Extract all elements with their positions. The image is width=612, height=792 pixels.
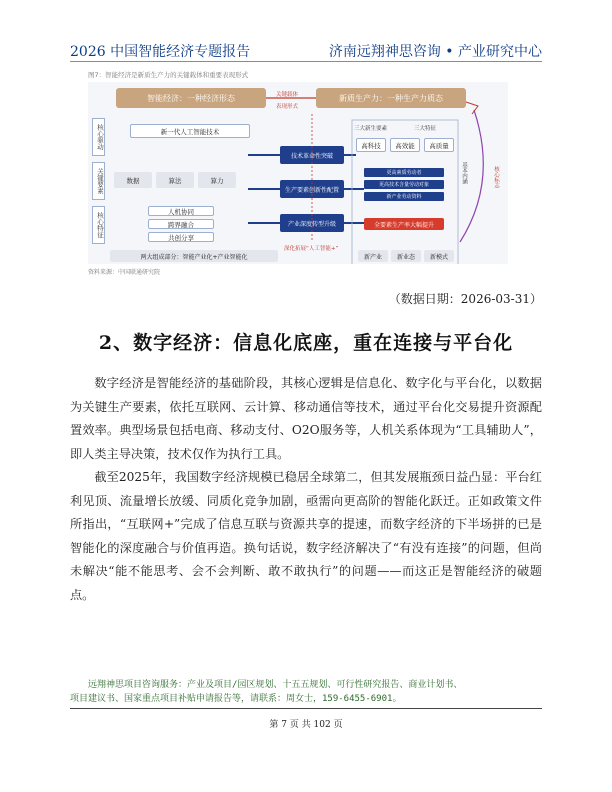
data-date: （数据日期：2026-03-31） [388, 292, 542, 306]
diagram-bullet-workers: 更高素质劳动者 [364, 168, 444, 177]
diagram-ai-tech: 新一代人工智能技术 [130, 124, 250, 138]
diagram-human-machine: 人机协同 [148, 206, 214, 216]
footer-advert-line-1: 远翔神思项目咨询服务：产业及项目/园区规划、十五五规划、可行性研究报告、商业计划书、 [88, 680, 463, 690]
diagram-factor-allocation: 生产要素创新性配置 [280, 180, 344, 198]
diagram-new-industry: 新产业 [358, 250, 388, 262]
footer-advert-line-2: 项目建议书、国家重点项目补贴申请报告等，请联系：周女士，159-6455-6901。 [70, 694, 402, 704]
header-org-name: 济南远翔神思咨询 • 产业研究中心 [328, 44, 542, 60]
diagram-side-label-drive: 核心驱动 [92, 118, 105, 156]
section-heading: 2、数字经济：信息化底座，重在连接与平台化 [98, 332, 514, 354]
diagram-link-label-2: 表现形式 [276, 104, 299, 110]
diagram-link-label-1: 关键载体 [276, 92, 299, 98]
diagram-right-head-1: 三大新生要素 [354, 126, 388, 132]
diagram-new-model: 新模式 [424, 250, 454, 262]
diagram-basic-meaning: 基本内涵 [461, 162, 467, 184]
diagram-algorithm: 算法 [156, 172, 194, 188]
diagram-tfp-boost: 全要素生产率大幅提升 [364, 218, 444, 230]
figure-source: 资料来源：中国联通研究院 [88, 269, 161, 276]
figure [88, 70, 528, 280]
header-report-title: 2026 中国智能经济专题报告 [70, 44, 251, 60]
paragraph-1: 数字经济是智能经济的基础阶段，其核心逻辑是信息化、数字化与平台化，以数据为关键生产要素，依托互联网、云计算、移动通信等技术，通过平台化交易提升资源配置效率。典型场景包括电商、移动支付、O2O服务等，人机关系体现为“工具辅助人”，即人类主导决策，技术仅作为执行工具。 [70, 376, 542, 461]
diagram-connectors [88, 82, 508, 264]
paragraph-2: 截至2025年，我国数字经济规模已稳居全球第二，但其发展瓶颈日益凸显：平台红利见顶、流量增长放缓、同质化竞争加剧，亟需向更高阶的智能化跃迁。正如政策文件所指出，“互联网+”完成了信息互联与资源共享的提速，而数字经济的下半场拼的已是智能化的深度融合与价值再造。换句话说，数字经济解决了“有没有连接”的问题，但尚未解决“能不能思考、会不会判断、敢不敢执行”的问题——而这正是智能经济的破题点。 [70, 470, 542, 602]
diagram-side-label-elements: 关键要素 [92, 162, 105, 200]
diagram-high-quality: 高质量 [424, 138, 454, 152]
diagram-side-label-features: 核心特征 [92, 206, 105, 244]
diagram-compute: 算力 [198, 172, 236, 188]
diagram-industry-upgrade: 产业深度转型升级 [280, 214, 344, 232]
footer-divider [70, 708, 542, 709]
diagram-right-head-2: 三大特征 [414, 126, 437, 132]
diagram-top-left: 智能经济：一种经济形态 [116, 88, 266, 108]
footer-advert [70, 678, 542, 706]
diagram-co-create: 共创分享 [148, 232, 214, 242]
diagram-core-mark: 核心标志 [493, 166, 499, 188]
diagram-bottom-bar: 两大组成部分：智能产业化+产业智能化 [110, 250, 278, 262]
diagram-top-right: 新质生产力：一种生产力质态 [316, 88, 466, 108]
page-number: 第 7 页 共 102 页 [269, 720, 343, 730]
diagram-data: 数据 [114, 172, 152, 188]
diagram-ai-plus: 深化拓展“人工智能+” [284, 246, 339, 252]
diagram-high-efficiency: 高效能 [390, 138, 420, 152]
diagram-high-tech: 高科技 [356, 138, 386, 152]
figure-caption: 图7：智能经济是新质生产力的关键载体和重要表现形式 [88, 71, 249, 79]
diagram-tech-breakthrough: 技术革命性突破 [280, 146, 344, 164]
diagram-new-business: 新业态 [391, 250, 421, 262]
header-divider [70, 61, 542, 62]
figure-diagram [88, 82, 508, 264]
diagram-bullet-materials: 新产业劳动资料 [364, 192, 444, 201]
diagram-cross-border: 跨界融合 [148, 219, 214, 229]
diagram-bullet-objects: 更高技术含量劳动对象 [364, 180, 444, 189]
